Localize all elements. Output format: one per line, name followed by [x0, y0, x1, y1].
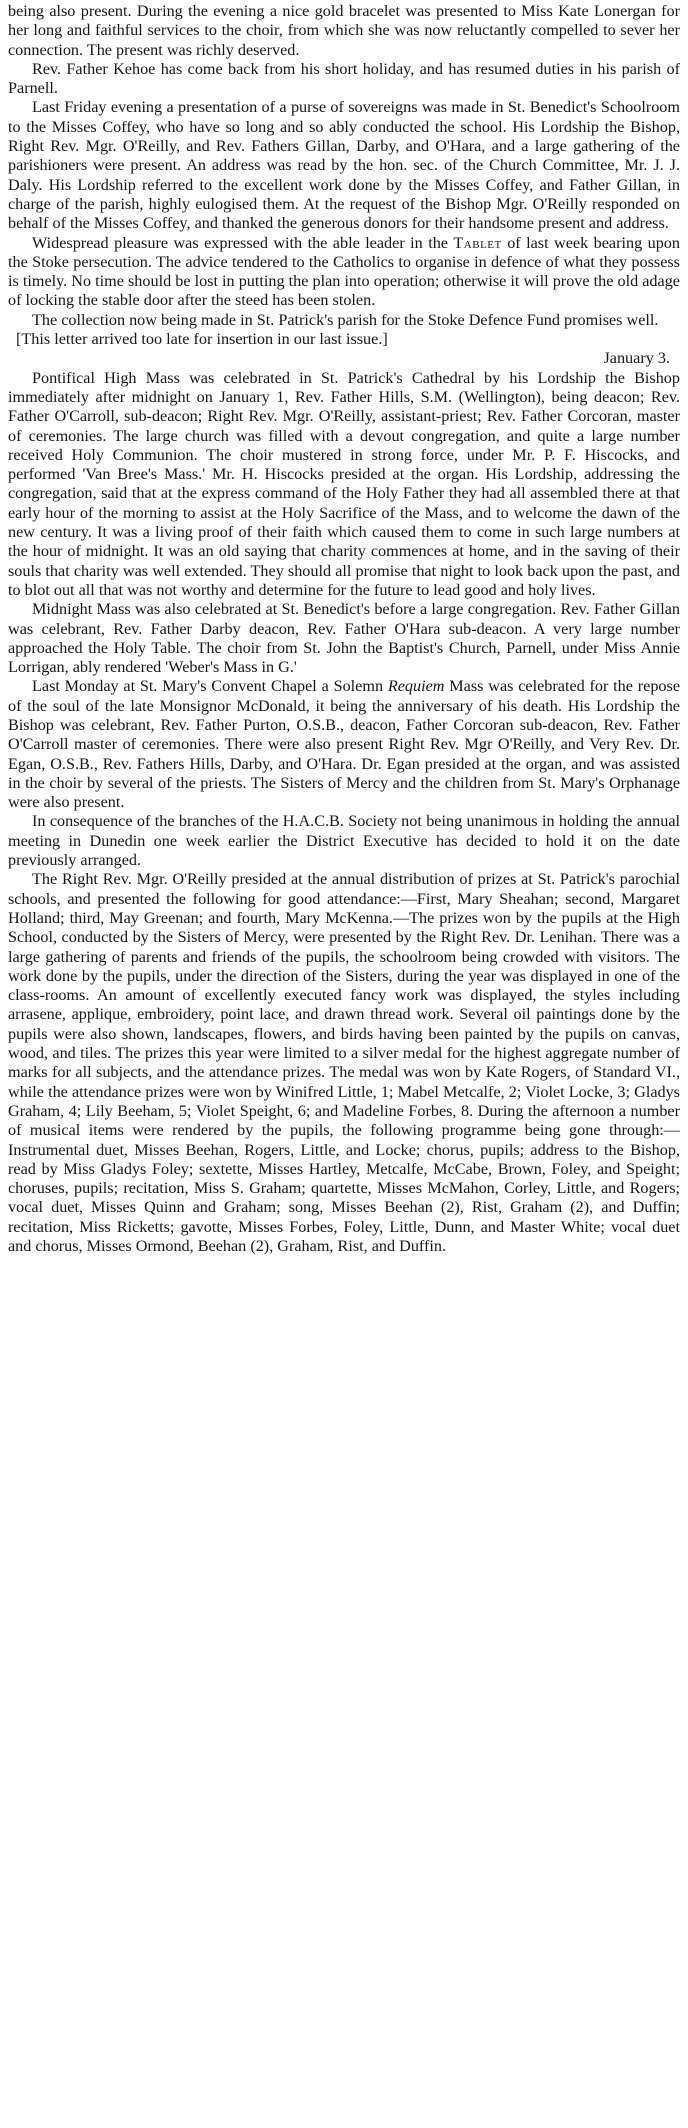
paragraph-pontifical-mass: Pontifical High Mass was celebrated in St. Patrick's Cathedral by his Lordship the Bishop immediately after midnight on January 1, Rev. Father Hills, S.M. (Wellington), being deacon; Rev. Father O'Carroll, sub-deacon; Right Rev. Mgr. O'Reilly, assistant-priest; Rev. Father Corcoran, master of ceremonies. The large church was filled with a devout congregation, and quite a large number received Holy Communion. The choir mustered in strong force, under Mr. P. F. Hiscocks, and performed 'Van Bree's Mass.' Mr. H. Hiscocks presided at the organ. His Lordship, addressing the congregation, said that at the express command of the Holy Father they had all assembled there at that early hour of the morning to assist at the Holy Sacrifice of the Mass, and to welcome the dawn of the new century. It was a living proof of their faith which caused them to come in such large numbers at the hour of midnight. It was an old saying that charity commences at home, and in the saving of their souls that charity was well extended. They should all promise that night to look back upon the past, and to blot out all that was not worthy and determine for the future to lead good and holy lives. [8, 368, 680, 599]
requiem-text-start: Last Monday at St. Mary's Convent Chapel a Solemn [32, 677, 388, 696]
editorial-note: [This letter arrived too late for insertion in our last issue.] [16, 330, 388, 349]
stoke-leader-text-start: Widespread pleasure was expressed with the able leader in the [32, 233, 454, 252]
requiem-text-end: Mass was celebrated for the repose of the soul of the late Monsignor McDonald, it being the anniversary of his death. His Lordship the Bishop was celebrant, Rev. Father Purton, O.S.B., deacon, Father Corcoran sub-deacon, Rev. Father O'Carroll master of ceremonies. There were also present Right Rev. Mgr O'Reilly, and Very Rev. Dr. Egan, O.S.B., Rev. Fathers Hills, Darby, and O'Hara. Dr. Egan presided at the organ, and was assisted in the choir by several of the priests. The Sisters of Mercy and the children from St. Mary's Orphanage were also present. [8, 677, 680, 812]
dateline: January 3. [603, 349, 670, 368]
paragraph-bracelet-presentation: being also present. During the evening a nice gold bracelet was presented to Miss Kate Lonergan for her long and faithful services to the choir, from which she was now reluctantly compelled to sever her connection. The present was richly deserved. [8, 2, 680, 59]
paragraph-requiem-mass [8, 677, 680, 812]
paragraph-father-kehoe: Rev. Father Kehoe has come back from his short holiday, and has resumed duties in his parish of Parnell. [8, 59, 680, 98]
paragraph-midnight-mass: Midnight Mass was also celebrated at St. Benedict's before a large congregation. Rev. Father Gillan was celebrant, Rev. Father Darby deacon, Rev. Father O'Hara sub-deacon. A very large number approached the Holy Table. The choir from St. John the Baptist's Church, Parnell, under Miss Annie Lorrigan, ably rendered 'Weber's Mass in G.' [8, 600, 680, 677]
paragraph-stoke-fund: The collection now being made in St. Patrick's parish for the Stoke Defence Fund promises well. [32, 310, 659, 329]
paragraph-coffey-presentation: Last Friday evening a presentation of a purse of sovereigns was made in St. Benedict's Schoolroom to the Misses Coffey, who have so long and so ably conducted the school. His Lordship the Bishop, Right Rev. Mgr. O'Reilly, and Rev. Fathers Gillan, Darby, and O'Hara, and a large gathering of the parishioners were present. An address was read by the hon. sec. of the Church Committee, Mr. J. J. Daly. His Lordship referred to the excellent work done by the Misses Coffey, and Father Gillan, in charge of the parish, highly eulogised them. At the request of the Bishop Mgr. O'Reilly responded on behalf of the Misses Coffey, and thanked the generous donors for their handsome present and address. [8, 98, 680, 233]
stoke-leader-text-end: of last week bearing upon the Stoke persecution. The advice tendered to the Catholics to organise in defence of what they possess is timely. No time should be lost in putting the plan into operation; otherwise it will prove the old adage of locking the stable door after the steed has been stolen. [8, 233, 680, 310]
paragraph-hacb-meeting: In consequence of the branches of the H.A.C.B. Society not being unanimous in holding the annual meeting in Dunedin one week earlier the District Executive has decided to hold it on the date previously arranged. [8, 812, 680, 870]
requiem-word: Requiem [387, 677, 445, 696]
paragraph-prize-distribution: The Right Rev. Mgr. O'Reilly presided at the annual distribution of prizes at St. Patrick's parochial schools, and presented the following for good attendance:—First, Mary Sheahan; second, Margaret Holland; third, May Greenan; and fourth, Mary McKenna.—The prizes won by the pupils at the High School, conducted by the Sisters of Mercy, were presented by the Right Rev. Dr. Lenihan. There was a large gathering of parents and friends of the pupils, the schoolroom being crowded with visitors. The work done by the pupils, under the direction of the Sisters, during the year was displayed in one of the class-rooms. An amount of excellently executed fancy work was displayed, the styles including arrasene, applique, embroidery, point lace, and drawn thread work. Several oil paintings done by the pupils were also shown, landscapes, flowers, and birds having been painted by the pupils on canvas, wood, and tiles. The prizes this year were limited to a silver medal for the highest aggregate number of marks for all subjects, and the attendance prizes. The medal was won by Kate Rogers, of Standard VI., while the attendance prizes were won by Winifred Little, 1; Mabel Metcalfe, 2; Violet Locke, 3; Gladys Graham, 4; Lily Beeham, 5; Violet Speight, 6; and Madeline Forbes, 8. During the afternoon a number of musical items were rendered by the pupils, the following programme being gone through:—Instrumental duet, Misses Beehan, Rogers, Little, and Locke; chorus, pupils; address to the Bishop, read by Miss Gladys Foley; sextette, Misses Hartley, Metcalfe, McCabe, Brown, Foley, and Speight; choruses, pupils; recitation, Miss S. Graham; quartette, Misses McMahon, Corley, Little, and Rogers; vocal duet, Misses Quinn and Graham; song, Misses Beehan (2), Rist, Graham (2), and Duffin; recitation, Miss Ricketts; gavotte, Misses Forbes, Foley, Little, Dunn, and Master White; vocal duet and chorus, Misses Ormond, Beehan (2), Graham, Rist, and Duffin. [8, 870, 680, 1255]
paragraph-stoke-leader [8, 234, 680, 311]
tablet-name: Tablet [453, 233, 502, 252]
